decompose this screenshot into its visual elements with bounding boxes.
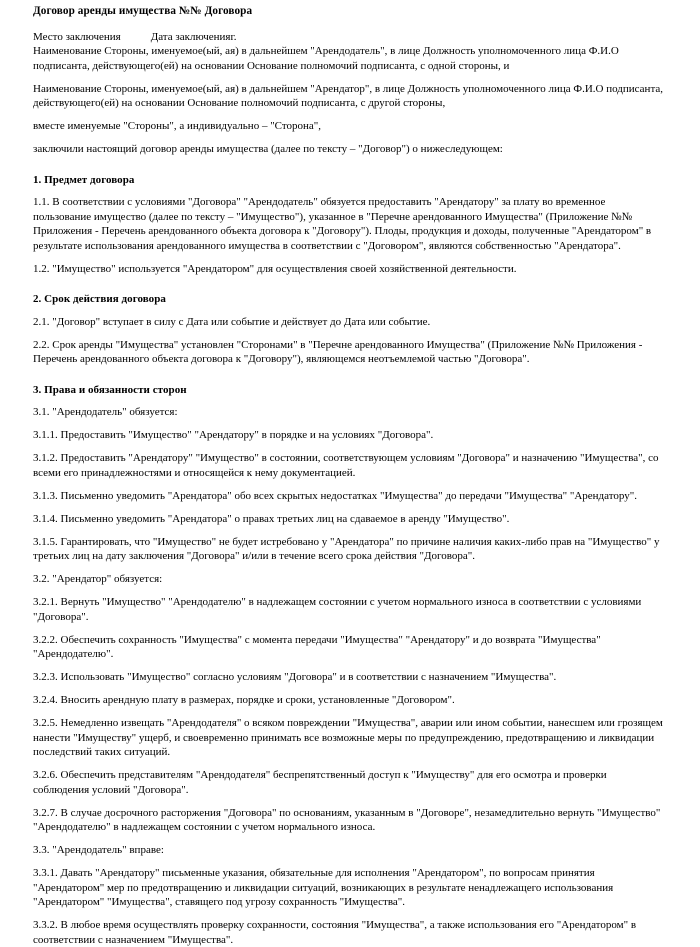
preamble-block: [33, 30, 665, 74]
clause-3-1-5: 3.1.5. Гарантировать, что "Имущество" не будет истребовано у "Арендатора" по причине наличия каких-либо прав на "Имущество" у третьих лиц на дату заключения "Договора" и/или в течение всего срока действия "Договора".: [33, 535, 660, 562]
page-title: Договор аренды имущества №№ Договора: [33, 5, 253, 17]
clause-3-2: 3.2. "Арендатор" обязуется:: [33, 573, 163, 585]
section-heading-3: 3. Права и обязанности сторон: [33, 383, 187, 396]
clause-2-2: 2.2. Срок аренды "Имущества" установлен "Сторонами" в "Перечне арендованного Имущества" (Приложение №№ Приложения - Перечень арендованного объекта договора к "Договору"), являющемся неотъемлемой частью "Договора".: [33, 338, 643, 365]
clause-3-1-2: 3.1.2. Предоставить "Арендатору" "Имущество" в состоянии, соответствующем условиям "Договора" и назначению "Имущества", со всеми его принадлежностями и относящейся к нему документацией.: [33, 452, 659, 479]
clause-3-1: 3.1. "Арендодатель" обязуется:: [33, 406, 178, 418]
clause-3-2-1: 3.2.1. Вернуть "Имущество" "Арендодателю" в надлежащем состоянии с учетом нормального износа в соответствии с условиями "Договора".: [33, 596, 642, 623]
clause-1-1: 1.1. В соответствии с условиями "Договора" "Арендодатель" обязуется предоставить "Арендатору" за плату во временное пользование имущество (далее по тексту – "Имущество"), указанное в "Перечне арендованного Имущества" (Приложение №№ Приложения - Перечень арендованного объекта договора к "Договору"). Плоды, продукция и доходы, полученные "Арендатором" в результате использования арендованного имущества в соответствии с "Договором", являются собственностью "Арендатора".: [33, 196, 652, 252]
section-heading-1: 1. Предмет договора: [33, 173, 135, 186]
date-of-conclusion-label: Дата заключенияг.: [150, 30, 237, 43]
clause-3-2-7: 3.2.7. В случае досрочного расторжения "Договора" по основаниям, указанным в "Договоре", незамедлительно вернуть "Имущество" "Арендодателю" в надлежащем состоянии с учетом нормального износа.: [33, 806, 661, 833]
clause-3-2-3: 3.2.3. Использовать "Имущество" согласно условиям "Договора" и в соответствии с назначением "Имущества".: [33, 671, 557, 683]
concluded-agreement-paragraph: заключили настоящий договор аренды имущества (далее по тексту – "Договор") о нижеследующем:: [33, 143, 503, 155]
jointly-named-paragraph: вместе именуемые "Стороны", а индивидуально – "Сторона",: [33, 120, 322, 132]
clause-3-3-1: 3.3.1. Давать "Арендатору" письменные указания, обязательные для исполнения "Арендатором", по вопросам принятия "Арендатором" мер по предотвращению и ликвидации ситуаций, возникающих в результате ненадлежащего использования "Арендатором" "Имущества", ставящего под угрозу сохранность "Имущества".: [33, 867, 614, 908]
clause-3-3: 3.3. "Арендодатель" вправе:: [33, 844, 164, 856]
place-of-conclusion-label: Место заключения: [33, 30, 121, 43]
clause-3-1-3: 3.1.3. Письменно уведомить "Арендатора" обо всех скрытых недостатках "Имущества" до передачи "Имущества" "Арендатору".: [33, 489, 638, 502]
clause-3-2-4: 3.2.4. Вносить арендную плату в размерах, порядке и сроки, установленные "Договором".: [33, 694, 455, 706]
clause-3-3-2: 3.3.2. В любое время осуществлять проверку сохранности, состояния "Имущества", а также использования его "Арендатором" в соответствии с назначением "Имущества".: [33, 919, 637, 946]
clause-3-1-1: 3.1.1. Предоставить "Имущество" "Арендатору" в порядке и на условиях "Договора".: [33, 429, 434, 441]
section-heading-2: 2. Срок действия договора: [33, 293, 166, 305]
clause-3-2-5: 3.2.5. Немедленно извещать "Арендодателя" о всяком повреждении "Имущества", аварии или ином событии, нанесшем или грозящем нанести "Имуществу" ущерб, и своевременно принимать все возможные меры по предупреждению, предотвращению и ликвидации последствий таких ситуаций.: [33, 717, 663, 758]
clause-1-2: 1.2. "Имущество" используется "Арендатором" для осуществления своей хозяйственной деятельности.: [33, 262, 517, 275]
clause-3-1-4: 3.1.4. Письменно уведомить "Арендатора" о правах третьих лиц на сдаваемое в аренду "Имущество".: [33, 512, 510, 525]
clause-3-2-2: 3.2.2. Обеспечить сохранность "Имущества" с момента передачи "Имущества" "Арендатору" и до возврата "Имущества" "Арендодателю".: [33, 633, 601, 660]
party-tenant-paragraph: Наименование Стороны, именуемое(ый, ая) в дальнейшем "Арендатор", в лице Должность уполномоченного лица Ф.И.О подписанта, действующего(ей) на основании Основание полномочий подписанта, с другой стороны,: [33, 82, 664, 109]
party-landlord-paragraph: Наименование Стороны, именуемое(ый, ая) в дальнейшем "Арендодатель", в лице Должность уполномоченного лица Ф.И.О подписанта, действующего(ей) на основании Основание полномочий подписанта, с одной стороны, и: [33, 45, 619, 72]
clause-2-1: 2.1. "Договор" вступает в силу с Дата или событие и действует до Дата или событие.: [33, 315, 431, 328]
place-and-date-line: [33, 30, 665, 45]
clause-3-2-6: 3.2.6. Обеспечить представителям "Арендодателя" беспрепятственный доступ к "Имуществу" для его осмотра и проверки соблюдения условий "Договора".: [33, 769, 607, 796]
